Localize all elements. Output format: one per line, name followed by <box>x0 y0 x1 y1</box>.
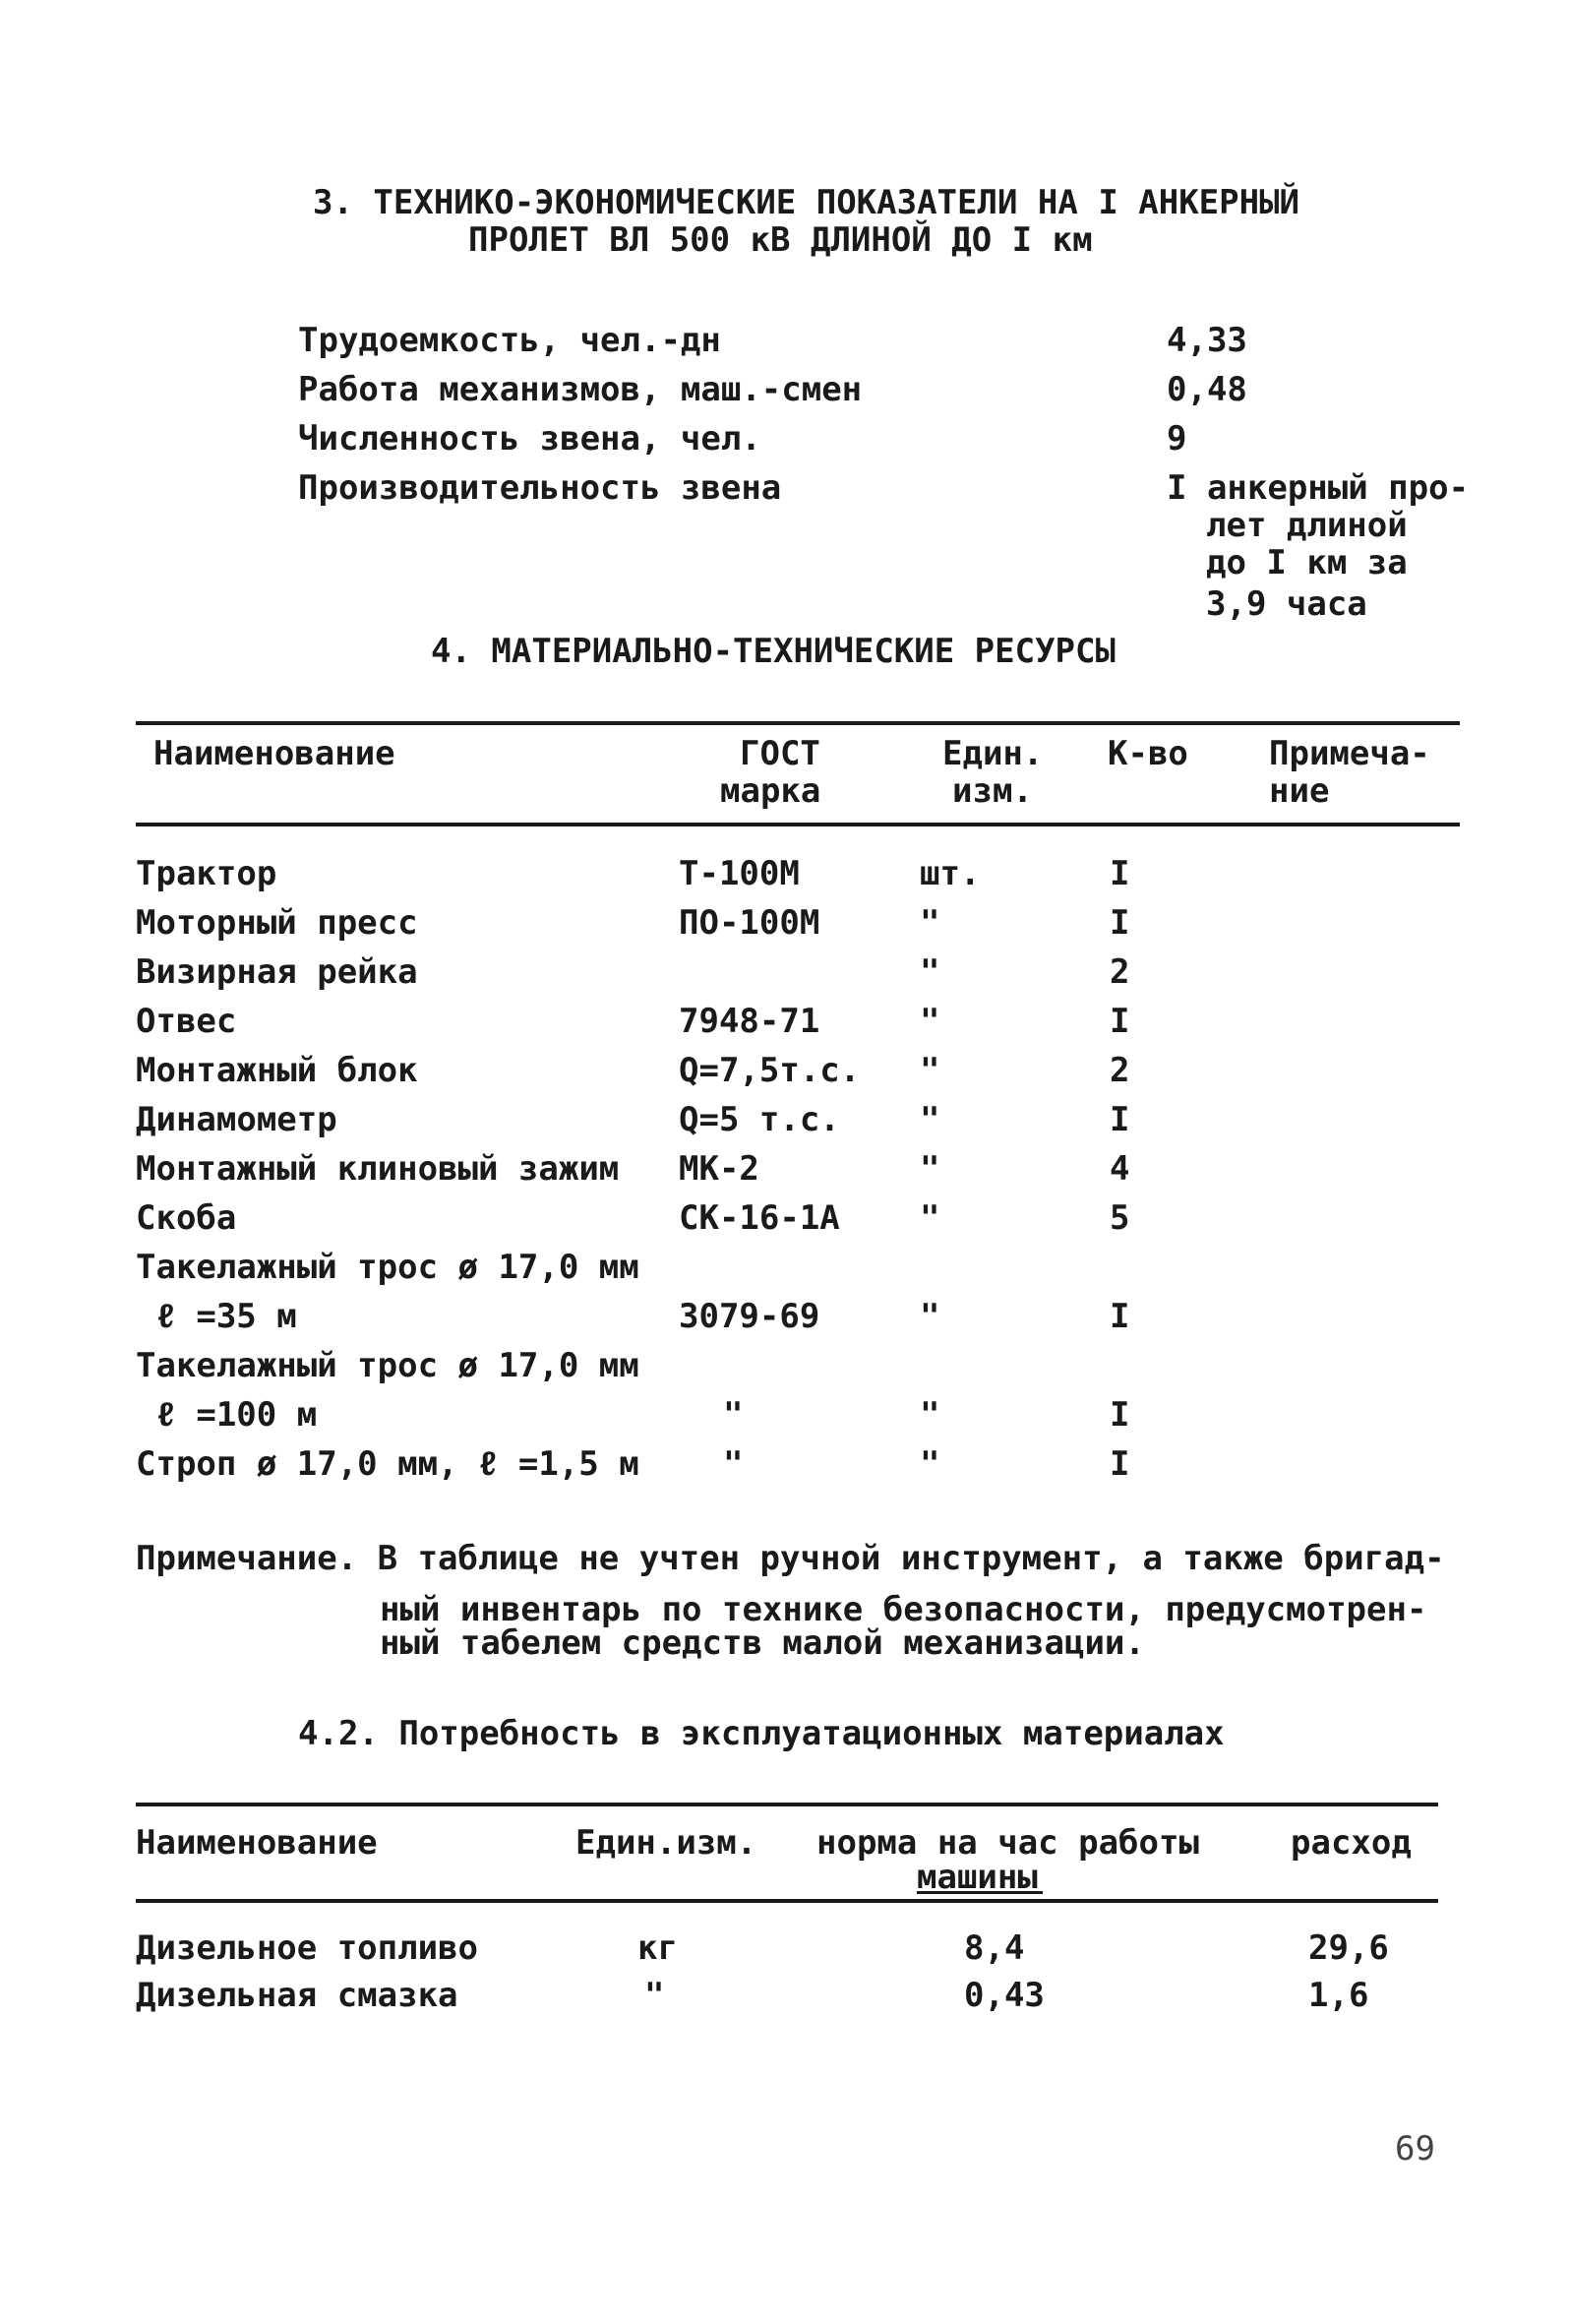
header-norm: машины <box>917 1858 1038 1897</box>
table1-header-rule <box>136 823 1460 826</box>
row-name: ℓ =35 м <box>136 1297 297 1336</box>
row-name: Монтажный клиновый зажим <box>136 1149 620 1189</box>
row-qty: I <box>1110 1297 1130 1336</box>
row-gost: МК-2 <box>679 1149 759 1189</box>
row-unit: " <box>920 1444 940 1484</box>
row-unit: " <box>920 1002 940 1041</box>
row-qty: 2 <box>1110 952 1130 992</box>
table2-top-rule <box>136 1803 1438 1806</box>
table-note-line1: Примечание. В таблице не учтен ручной инструмент, а также бригад- <box>136 1539 1445 1578</box>
row-unit: кг <box>637 1928 678 1968</box>
table-note-line3: ный табелем средств малой механизации. <box>380 1623 1145 1663</box>
row-unit: " <box>920 952 940 992</box>
indicator-label: Трудоемкость, чел.-дн <box>298 321 721 360</box>
row-unit: " <box>920 1051 940 1090</box>
row-norm: 8,4 <box>964 1928 1025 1968</box>
table1-top-rule <box>136 721 1460 725</box>
row-gost: Q=5 т.с. <box>679 1100 840 1139</box>
row-name: Такелажный трос ø 17,0 мм <box>136 1346 639 1385</box>
header-unit: изм. <box>952 771 1033 811</box>
table2-header-rule <box>136 1899 1438 1903</box>
row-unit: " <box>920 1198 940 1238</box>
row-unit: " <box>920 1395 940 1435</box>
productivity-continuation: 3,9 часа <box>1206 584 1367 624</box>
indicator-label: Численность звена, чел. <box>298 419 761 459</box>
table2-norm-underline <box>917 1891 1043 1894</box>
row-gost: ПО-100М <box>679 903 820 943</box>
row-unit: " <box>920 1297 940 1336</box>
row-name: Такелажный трос ø 17,0 мм <box>136 1248 639 1287</box>
indicator-value: 0,48 <box>1167 370 1247 409</box>
row-qty: 5 <box>1110 1198 1130 1238</box>
row-consumption: 29,6 <box>1308 1928 1389 1968</box>
row-qty: I <box>1110 1444 1130 1484</box>
indicator-value: I анкерный про- <box>1167 468 1470 508</box>
header-name: Наименование <box>153 734 395 773</box>
row-qty: I <box>1110 854 1130 893</box>
row-unit: " <box>920 1149 940 1189</box>
row-gost: 3079-69 <box>679 1297 820 1336</box>
row-name: Дизельная смазка <box>136 1976 458 2015</box>
row-norm: 0,43 <box>964 1976 1045 2015</box>
row-name: Моторный пресс <box>136 903 418 943</box>
row-name: ℓ =100 м <box>136 1395 318 1435</box>
row-gost: " <box>723 1444 744 1484</box>
header-norm: норма на час работы <box>816 1823 1199 1863</box>
table-note-line2: ный инвентарь по технике безопасности, предусмотрен- <box>380 1590 1427 1629</box>
row-qty: 4 <box>1110 1149 1130 1189</box>
row-name: Динамометр <box>136 1100 337 1139</box>
row-unit: " <box>644 1976 665 2015</box>
row-gost: Q=7,5т.с. <box>679 1051 861 1090</box>
row-consumption: 1,6 <box>1308 1976 1369 2015</box>
row-name: Дизельное топливо <box>136 1928 478 1968</box>
row-gost: 7948-71 <box>679 1002 820 1041</box>
productivity-continuation: до I км за <box>1206 543 1408 582</box>
indicator-label: Производительность звена <box>298 468 782 508</box>
row-gost: СК-16-1А <box>679 1198 840 1238</box>
header-name: Наименование <box>136 1823 378 1863</box>
productivity-continuation: лет длиной <box>1206 506 1408 545</box>
indicator-label: Работа механизмов, маш.-смен <box>298 370 863 409</box>
page-number: 69 <box>1395 2129 1435 2169</box>
header-qty: К-во <box>1108 734 1188 773</box>
header-gost: марка <box>720 771 821 811</box>
header-gost: ГОСТ <box>740 734 820 773</box>
row-name: Монтажный блок <box>136 1051 418 1090</box>
row-qty: I <box>1110 903 1130 943</box>
row-unit: " <box>920 1100 940 1139</box>
indicator-value: 4,33 <box>1167 321 1247 360</box>
row-unit: " <box>920 903 940 943</box>
row-name: Скоба <box>136 1198 237 1238</box>
section3-title-line2: ПРОЛЕТ ВЛ 500 кВ ДЛИНОЙ ДО I км <box>468 220 1093 260</box>
row-gost: " <box>723 1395 744 1435</box>
row-name: Отвес <box>136 1002 237 1041</box>
section4-title: 4. МАТЕРИАЛЬНО-ТЕХНИЧЕСКИЕ РЕСУРСЫ <box>431 632 1116 671</box>
row-qty: 2 <box>1110 1051 1130 1090</box>
header-unit: Един. <box>942 734 1044 773</box>
row-name: Визирная рейка <box>136 952 418 992</box>
row-qty: I <box>1110 1002 1130 1041</box>
row-qty: I <box>1110 1100 1130 1139</box>
row-gost: Т-100М <box>679 854 800 893</box>
row-qty: I <box>1110 1395 1130 1435</box>
header-unit: Един.изм. <box>575 1823 757 1863</box>
row-name: Строп ø 17,0 мм, ℓ =1,5 м <box>136 1444 639 1484</box>
indicator-value: 9 <box>1167 419 1187 459</box>
section42-title: 4.2. Потребность в эксплуатационных материалах <box>298 1714 1225 1753</box>
header-note: Примеча- <box>1269 734 1430 773</box>
row-unit: шт. <box>920 854 981 893</box>
header-consumption: расход <box>1291 1823 1412 1863</box>
row-name: Трактор <box>136 854 277 893</box>
section3-title-line1: 3. ТЕХНИКО-ЭКОНОМИЧЕСКИЕ ПОКАЗАТЕЛИ НА I АНКЕРНЫЙ <box>313 183 1300 222</box>
header-note: ние <box>1269 771 1330 811</box>
